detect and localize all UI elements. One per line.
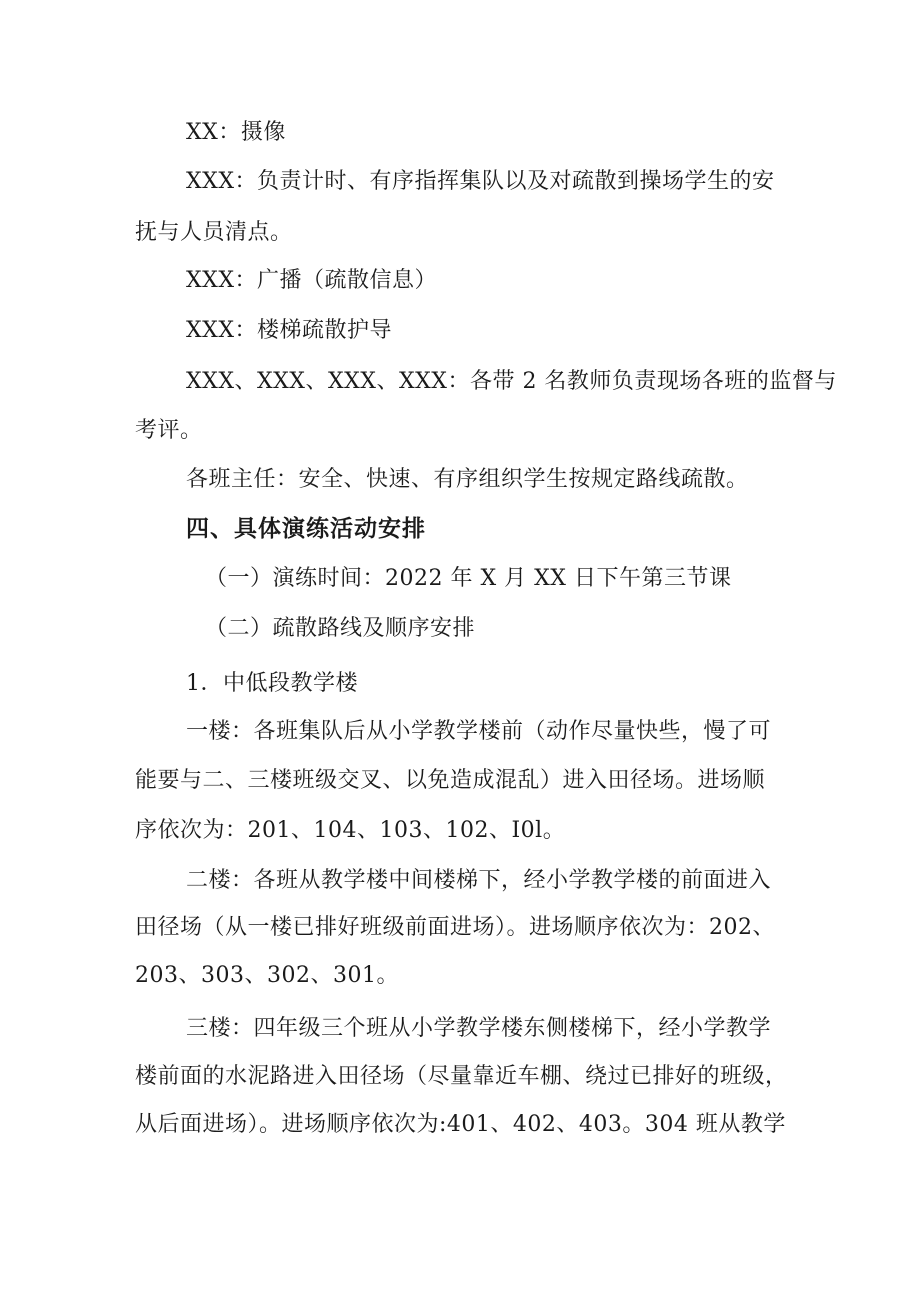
paragraph-line: 从后面进场）。进场顺序依次为:401、402、403。304 班从教学 [135, 1112, 786, 1137]
paragraph-line: 203、303、302、301。 [135, 963, 399, 988]
paragraph-line: 田径场（从一楼已排好班级前面进场）。进场顺序依次为：202、 [135, 915, 775, 940]
subsection-line: （二）疏散路线及顺序安排 [205, 616, 476, 641]
paragraph-line: XXX、XXX、XXX、XXX：各带 2 名教师负责现场各班的监督与 [186, 369, 837, 394]
paragraph-line: 楼前面的水泥路进入田径场（尽量靠近车棚、绕过已排好的班级， [135, 1064, 788, 1089]
section-heading: 四、具体演练活动安排 [186, 516, 426, 542]
paragraph-line: 能要与二、三楼班级交叉、以免造成混乱）进入田径场。进场顺 [135, 768, 766, 793]
list-item-title: 1．中低段教学楼 [186, 671, 358, 696]
subsection-line: （一）演练时间：2022 年 X 月 XX 日下午第三节课 [205, 566, 732, 591]
paragraph-line: XXX：楼梯疏散护导 [186, 318, 392, 343]
paragraph-line: 二楼：各班从教学楼中间楼梯下，经小学教学楼的前面进入 [186, 868, 772, 893]
paragraph-line: XX：摄像 [186, 120, 286, 145]
paragraph-line: XXX：负责计时、有序指挥集队以及对疏散到操场学生的安 [186, 169, 775, 194]
paragraph-line: 三楼：四年级三个班从小学教学楼东侧楼梯下，经小学教学 [186, 1016, 772, 1041]
paragraph-line: XXX：广播（疏散信息） [186, 268, 437, 293]
paragraph-line: 抚与人员清点。 [135, 220, 293, 245]
paragraph-line: 序依次为：201、104、103、102、I0l。 [135, 818, 566, 843]
paragraph-line: 考评。 [135, 418, 203, 443]
paragraph-line: 各班主任：安全、快速、有序组织学生按规定路线疏散。 [186, 467, 749, 492]
paragraph-line: 一楼：各班集队后从小学教学楼前（动作尽量快些，慢了可 [186, 719, 772, 744]
